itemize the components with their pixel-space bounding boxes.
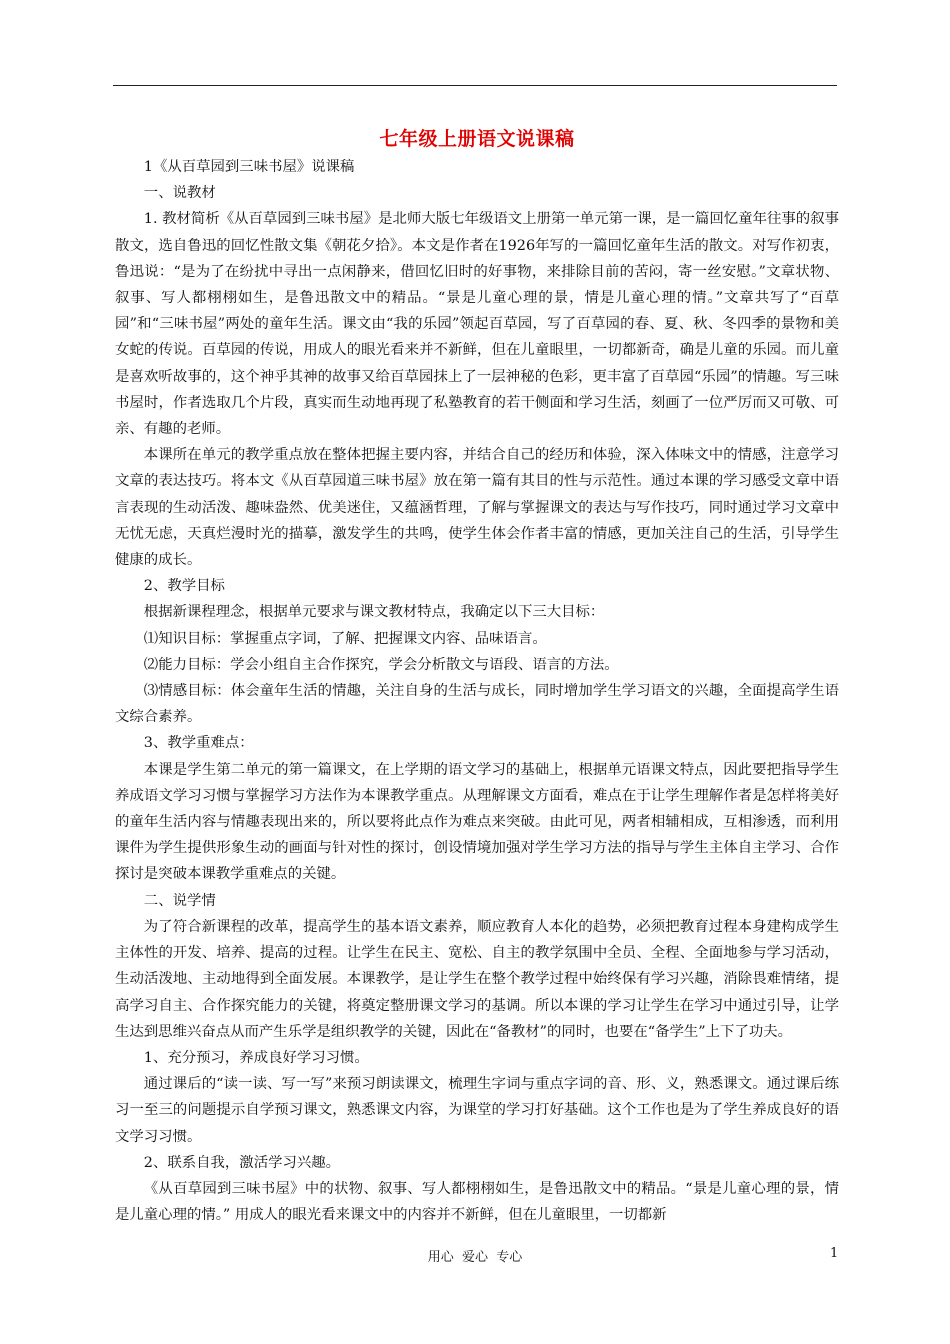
paragraph-unit-focus: 本课所在单元的教学重点放在整体把握主要内容，并结合自己的经历和体验，深入体味文中的情感，注意学习文章的表达技巧。将本文《从百草园道三味书屋》放在第一篇有其目的性与示范性。通过本课的学习感受文章中语言表现的生动活泼、趣味盎然、优美迷住，又蕴涵哲理，了解与掌握课文的表达与写作技巧，同时通过学习文章中无忧无虑，天真烂漫时光的描摹，激发学生的共鸣，使学生体会作者丰富的情感，更加关注自己的生活，引导学生健康的成长。 bbox=[115, 447, 839, 569]
footer-slogan: 用心 爱心 专心 bbox=[427, 1250, 523, 1265]
page-number: 1 bbox=[830, 1246, 839, 1261]
goal-emotion: ⑶情感目标：体会童年生活的情趣，关注自身的生活与成长，同时增加学生学习语文的兴趣，全面提高学生语文综合素养。 bbox=[115, 683, 839, 726]
subheading-interest: 2、联系自我，激活学习兴趣。 bbox=[143, 1154, 341, 1171]
goal-ability: ⑵能力目标：学会小组自主合作探究，学会分析散文与语段、语言的方法。 bbox=[143, 656, 619, 673]
paragraph-goals-intro: 根据新课程理念，根据单元要求与课文教材特点，我确定以下三大目标： bbox=[143, 604, 605, 621]
subheading-key-points: 3、教学重难点： bbox=[143, 735, 254, 752]
subheading-preview: 1、充分预习，养成良好学习习惯。 bbox=[143, 1049, 369, 1066]
document-title: 七年级上册语文说课稿 bbox=[379, 128, 575, 150]
paragraph-students: 为了符合新课程的改革，提高学生的基本语文素养，顺应教育人本化的趋势，必须把教育过程本身建构成学生主体性的开发、培养、提高的过程。让学生在民主、宽松、自主的教学氛围中全员、全程、全面地参与学习活动，生动活泼地、主动地得到全面发展。本课教学，是让学生在整个教学过程中始终保有学习兴趣，消除畏难情绪，提高学习自主、合作探究能力的关键，将奠定整册课文学习的基调。所以本课的学习让学生在学习中通过引导，让学生达到思维兴奋点从而产生乐学是组织教学的关键，因此在“备教材”的同时，也要在“备学生”上下了功夫。 bbox=[115, 918, 839, 1040]
lesson-heading: 1《从百草园到三味书屋》说课稿 bbox=[143, 159, 355, 175]
section-heading-textbook: 一、说教材 bbox=[143, 185, 216, 202]
goal-knowledge: ⑴知识目标：掌握重点字词，了解、把握课文内容、品味语言。 bbox=[143, 630, 547, 647]
paragraph-interest: 《从百草园到三味书屋》中的状物、叙事、写人都栩栩如生，是鲁迅散文中的精品。“景是儿童心理的景，情是儿童心理的情。” 用成人的眼光看来课文中的内容并不新鲜，但在儿童眼里，一切都新 bbox=[115, 1180, 839, 1224]
paragraph-preview: 通过课后的“读一读、写一写”来预习朗读课文，梳理生字词与重点字词的音、形、义，熟悉课文。通过课后练习一至三的问题提示自学预习课文，熟悉课文内容，为课堂的学习打好基础。这个工作也是为了学生养成良好的语文学习习惯。 bbox=[115, 1076, 839, 1145]
subheading-teaching-goals: 2、教学目标 bbox=[143, 578, 225, 595]
paragraph-key-points: 本课是学生第二单元的第一篇课文，在上学期的语文学习的基础上，根据单元语课文特点，因此要把指导学生养成语文学习习惯与掌握学习方法作为本课教学重点。从理解课文方面看，难点在于让学生理解作者是怎样将美好的童年生活内容与情趣表现出来的，所以要将此点作为难点来突破。由此可见，两者相辅相成，互相渗透，而利用课件为学生提供形象生动的画面与针对性的探讨，创设情境加强对学生学习方法的指导与学生主体自主学习、合作探讨是突破本课教学重难点的关键。 bbox=[115, 761, 839, 883]
document-body bbox=[115, 124, 839, 1228]
header-rule bbox=[113, 85, 837, 86]
paragraph-textbook-analysis: 1. 教材简析《从百草园到三味书屋》是北师大版七年级语文上册第一单元第一课，是一篇回忆童年往事的叙事散文，选自鲁迅的回忆性散文集《朝花夕拾》。本文是作者在1926年写的一篇回忆童年生活的散文。对写作初衷，鲁迅说：“是为了在纷扰中寻出一点闲静来，借回忆旧时的好事物，来排除目前的苦闷，寄一丝安慰。”文章状物、叙事、写人都栩栩如生，是鲁迅散文中的精品。“景是儿童心理的景，情是儿童心理的情。”文章共写了“百草园”和“三味书屋”两处的童年生活。课文由“我的乐园”领起百草园，写了百草园的春、夏、秋、冬四季的景物和美女蛇的传说。百草园的传说，用成人的眼光看来并不新鲜，但在儿童眼里，一切都新奇，确是儿童的乐园。而儿童是喜欢听故事的，这个神乎其神的故事又给百草园抹上了一层神秘的色彩，更丰富了百草园“乐园”的情趣。写三味书屋时，作者选取几个片段，真实而生动地再现了私塾教育的若干侧面和学习生活，刻画了一位严厉而又可敬、可亲、有趣的老师。 bbox=[115, 211, 839, 438]
section-heading-students: 二、说学情 bbox=[143, 892, 216, 909]
